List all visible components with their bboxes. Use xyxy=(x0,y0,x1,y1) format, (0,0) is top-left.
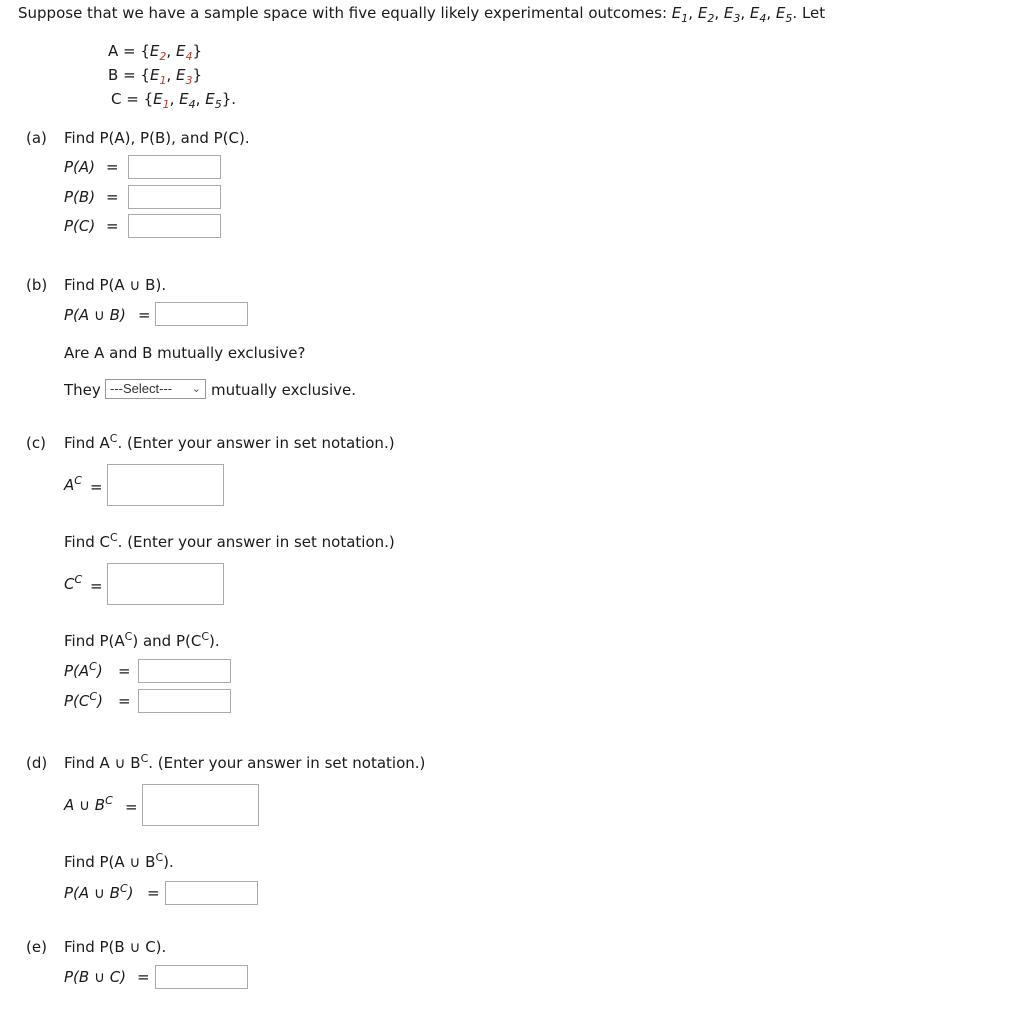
p-a-union-b-complement-label: P(A ∪ $B^C$) xyxy=(64,882,134,902)
a-complement-label: $A^C$ xyxy=(64,474,82,494)
pa-answer-input[interactable] xyxy=(128,155,221,179)
pa-union-b-answer-input[interactable] xyxy=(155,302,248,326)
pb-label: P(B) xyxy=(64,188,96,206)
chevron-down-icon: ⌄ xyxy=(191,383,201,395)
p-a-complement-answer-input[interactable] xyxy=(138,659,231,683)
complement-probabilities-prompt: Find $P(A^C)$ and $P(C^C)$. xyxy=(64,630,220,650)
intro-text: Suppose that we have a sample space with five equally likely experimental outcomes: xyxy=(18,4,668,22)
part-b-prompt: Find P(A ∪ B). xyxy=(64,276,167,294)
part-c-label: (c) xyxy=(26,434,46,452)
part-d-label: (d) xyxy=(26,754,48,772)
pa-union-b-label: P(A ∪ B) xyxy=(64,306,126,324)
c-complement-answer-input[interactable] xyxy=(107,563,224,605)
p-a-union-b-complement-answer-input[interactable] xyxy=(165,881,258,905)
pa-label: P(A) xyxy=(64,158,96,176)
intro-line: Suppose that we have a sample space with five equally likely experimental outcomes: $E_1$, $E_2$, $E_3$, $E_4$, $E_5$. Let xyxy=(18,4,826,25)
mutually-exclusive-question: Are A and B mutually exclusive? xyxy=(64,344,306,362)
part-a-prompt: Find P(A), P(B), and P(C). xyxy=(64,129,250,147)
part-e-prompt: Find P(B ∪ C). xyxy=(64,938,167,956)
p-a-union-b-complement-prompt: Find P(A ∪ $B^C$). xyxy=(64,851,174,871)
set-b-definition: $B = \{E_1$, $E_3$} xyxy=(108,66,203,87)
mutually-exclusive-suffix: mutually exclusive. xyxy=(211,381,357,399)
part-c-prompt: Find $A^C$. (Enter your answer in set notation.) xyxy=(64,432,395,452)
set-a-definition: $A = \{E_2$, $E_4$} xyxy=(108,42,202,63)
p-c-complement-answer-input[interactable] xyxy=(138,689,231,713)
p-b-union-c-answer-input[interactable] xyxy=(155,965,248,989)
a-union-b-complement-answer-input[interactable] xyxy=(142,784,259,826)
intro-let: Let xyxy=(801,4,826,22)
pc-answer-input[interactable] xyxy=(128,214,221,238)
part-a-label: (a) xyxy=(26,129,47,147)
p-b-union-c-label: P(B ∪ C) xyxy=(64,968,127,986)
they-label: They xyxy=(64,381,101,399)
c-complement-prompt: Find $C^C$. (Enter your answer in set notation.) xyxy=(64,531,395,551)
part-b-label: (b) xyxy=(26,276,48,294)
p-a-complement-label: $P(A^C)$ xyxy=(64,660,103,680)
pc-label: P(C) xyxy=(64,217,96,235)
set-c-definition: $C = \{E_1$, $E_4$, $E_5$}. xyxy=(111,90,236,111)
mutually-exclusive-select[interactable]: ---Select--- ⌄ xyxy=(105,379,206,399)
c-complement-label: $C^C$ xyxy=(64,573,83,593)
a-union-b-complement-label: A ∪ $B^C$ xyxy=(64,794,113,814)
part-e-label: (e) xyxy=(26,938,47,956)
pb-answer-input[interactable] xyxy=(128,185,221,209)
part-d-prompt: Find A ∪ $B^C$. (Enter your answer in set notation.) xyxy=(64,752,426,772)
p-c-complement-label: $P(C^C)$ xyxy=(64,690,103,710)
a-complement-answer-input[interactable] xyxy=(107,464,224,506)
